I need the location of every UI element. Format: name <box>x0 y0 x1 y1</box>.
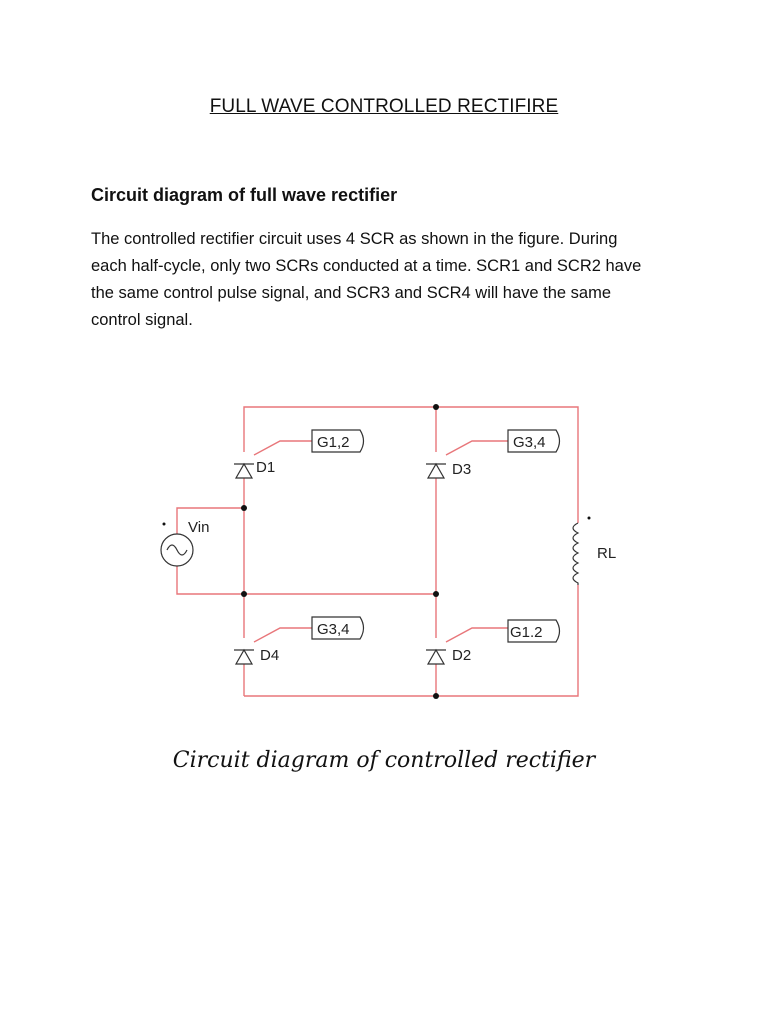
gate-tag-d2-label: G1.2 <box>510 624 543 641</box>
section-heading: Circuit diagram of full wave rectifier <box>91 185 398 205</box>
junction-node <box>433 404 439 410</box>
scr-d4-label: D4 <box>260 647 280 664</box>
vin-bottom-wire <box>177 566 436 594</box>
paragraph-line: control signal. <box>91 311 193 329</box>
gate-tag-d3-label: G3,4 <box>513 434 546 451</box>
scr-d2 <box>426 647 471 664</box>
gate-tag-d4 <box>312 617 364 639</box>
gate-tag-d1-label: G1,2 <box>317 434 350 451</box>
junction-node <box>433 693 439 699</box>
gate-lead-d3 <box>446 441 508 455</box>
load-resistor <box>573 517 616 586</box>
gate-lead-d2 <box>446 628 508 642</box>
scr-d3-label: D3 <box>452 461 472 478</box>
source-label: Vin <box>188 519 210 536</box>
load-label: RL <box>597 545 617 562</box>
gate-tag-d3 <box>508 430 560 452</box>
gate-tag-d2 <box>508 620 560 642</box>
junction-node <box>241 505 247 511</box>
paragraph-line: the same control pulse signal, and SCR3 and SCR4 will have the same <box>91 284 612 302</box>
top-rail <box>244 407 578 523</box>
ac-source <box>161 519 209 566</box>
gate-tag-d4-label: G3,4 <box>317 621 350 638</box>
junction-node <box>433 591 439 597</box>
circuit-diagram <box>0 380 768 710</box>
gate-lead-d1 <box>254 441 312 455</box>
junction-node <box>241 591 247 597</box>
paragraph-line: The controlled rectifier circuit uses 4 SCR as shown in the figure. During <box>91 230 618 248</box>
page-title: FULL WAVE CONTROLLED RECTIFIRE <box>209 96 559 117</box>
scr-d3 <box>426 461 471 478</box>
gate-tag-d1 <box>312 430 364 452</box>
scr-d1-label: D1 <box>256 459 276 476</box>
paragraph-line: each half-cycle, only two SCRs conducted at a time. SCR1 and SCR2 have <box>91 257 642 275</box>
scr-d1 <box>234 459 275 478</box>
scr-d4 <box>234 647 279 664</box>
body-paragraph <box>91 226 691 334</box>
scr-d2-label: D2 <box>452 647 472 664</box>
gate-lead-d4 <box>254 628 312 642</box>
figure-caption: Circuit diagram of controlled rectifier <box>172 748 596 773</box>
